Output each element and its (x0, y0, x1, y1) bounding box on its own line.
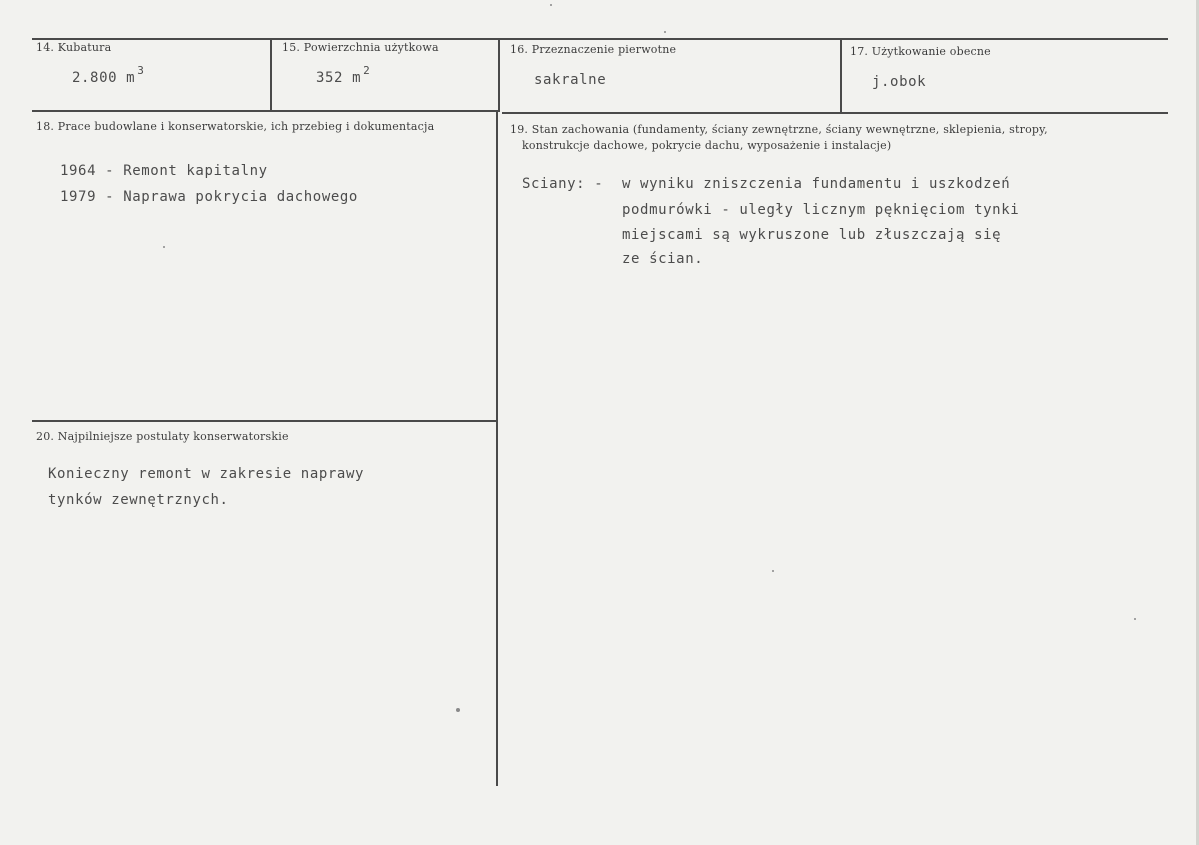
row1-bottom-rule-right (502, 112, 1168, 114)
divider-15-16 (498, 38, 500, 112)
field-14-value (72, 64, 145, 86)
field-20-label: 20. Najpilniejsze postulaty konserwatorskie (36, 430, 289, 443)
field-18-line-1: 1964 - Remont kapitalny (60, 163, 268, 179)
paper-speck (456, 708, 460, 712)
top-rule (32, 38, 1168, 40)
row1-bottom-rule (32, 110, 498, 112)
field-17-value: j.obok (872, 74, 927, 90)
field-19-line-2: podmurówki - uległy licznym pęknięciom tynki (622, 202, 1020, 218)
divider-16-17 (840, 40, 842, 112)
field-19-label-line-1: 19. Stan zachowania (fundamenty, ściany zewnętrzne, ściany wewnętrzne, sklepienia, stropy, (510, 123, 1048, 136)
paper-speck (550, 4, 552, 6)
field-15-unit-exponent: 2 (363, 64, 371, 77)
field-19-line-3: miejscami są wykruszone lub złuszczają się (622, 227, 1002, 243)
field-19-line-4: ze ścian. (622, 251, 704, 267)
field-14-value-text: 2.800 m (72, 70, 136, 86)
field-15-value (316, 64, 371, 86)
field-14-unit-exponent: 3 (137, 64, 145, 77)
field-15-value-text: 352 m (316, 70, 362, 86)
paper-speck (664, 31, 666, 33)
paper-speck (1134, 618, 1136, 620)
field-14-label: 14. Kubatura (36, 41, 112, 54)
paper-speck (163, 246, 165, 248)
field-20-line-2: tynków zewnętrznych. (48, 492, 229, 508)
field-18-line-2: 1979 - Naprawa pokrycia dachowego (60, 189, 358, 205)
section20-top-rule (32, 420, 496, 422)
paper-speck (772, 570, 774, 572)
field-19-lead: Sciany: - (522, 176, 604, 192)
divider-14-15 (270, 38, 272, 110)
divider-main (496, 112, 498, 786)
field-16-label: 16. Przeznaczenie pierwotne (510, 43, 677, 56)
field-17-label: 17. Użytkowanie obecne (850, 45, 991, 58)
field-19-line-1: w wyniku zniszczenia fundamentu i uszkodzeń (622, 176, 1011, 192)
field-18-label: 18. Prace budowlane i konserwatorskie, ich przebieg i dokumentacja (36, 120, 435, 133)
field-16-value: sakralne (534, 72, 607, 88)
field-19-label-line-2: konstrukcje dachowe, pokrycie dachu, wyposażenie i instalacje) (522, 139, 892, 152)
field-15-label: 15. Powierzchnia użytkowa (282, 41, 439, 54)
field-20-line-1: Konieczny remont w zakresie naprawy (48, 466, 365, 482)
